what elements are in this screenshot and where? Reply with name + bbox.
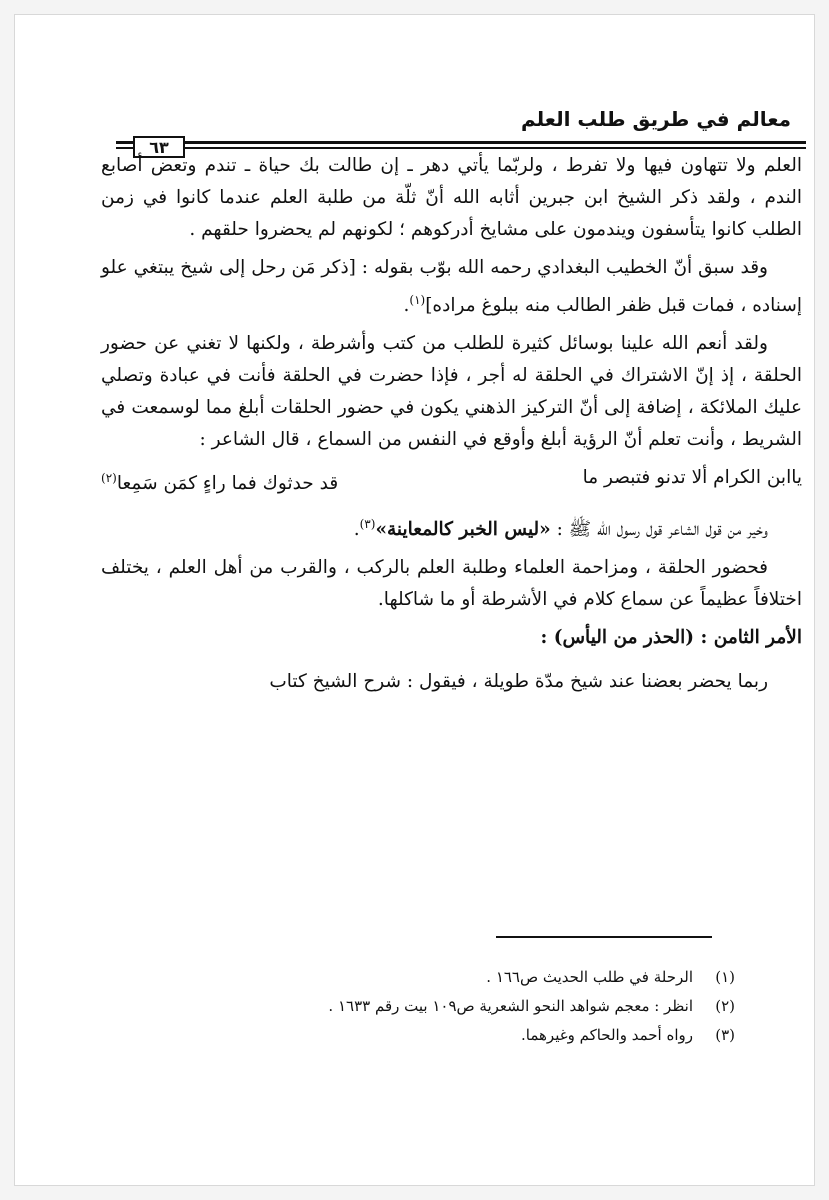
- footnote-marker-2: (٢): [101, 471, 117, 486]
- section-heading: [101, 622, 802, 654]
- footnotes: [235, 963, 735, 1050]
- verse-second-half: [101, 462, 338, 500]
- main-text: [101, 150, 802, 704]
- section-heading-suffix: :: [540, 627, 554, 649]
- paragraph-halaqa: فحضور الحلقة ، ومزاحمة العلماء وطلبة العلم بالركب ، والقرب من أهل العلم ، يختلف اختلافاً عظيماً عن سماع كلام في الأشرطة أو ما شاكلها.: [101, 557, 802, 611]
- footnote-3: [235, 1021, 735, 1050]
- poem-verse: [101, 462, 802, 500]
- footnote-2: [235, 992, 735, 1021]
- running-header-title: معالم في طريق طلب العلم: [520, 107, 791, 131]
- footnote-text: الرحلة في طلب الحديث ص١٦٦ .: [486, 968, 693, 986]
- footnote-text: انظر : معجم شواهد النحو الشعرية ص١٠٩ بيت رقم ١٦٣٣ .: [328, 997, 693, 1015]
- paragraph-1: العلم ولا تتهاون فيها ولا تفرط ، ولربّما يأتي دهر ـ إن طالت بك حياة ـ تندم وتعض أصابع الندم ، ولقد ذكر الشيخ ابن جبرين أثابه الله أنّ ثلّة من طلبة العلم عندما كانوا في زمن الطلب كانوا يتأسفون ويندمون على مشايخ أدركوهم ؛ لكونهم لم يحضروا حلقهم .: [101, 155, 802, 240]
- footnote-1: [235, 963, 735, 992]
- footnote-separator: [496, 936, 712, 938]
- hadith-quote: «ليس الخبر كالمعاينة»: [375, 519, 551, 541]
- page-number: ٦٣: [133, 136, 185, 158]
- section-heading-title: (الحذر من اليأس): [553, 627, 695, 649]
- footnote-number: (١): [715, 968, 735, 986]
- paragraph-2-text: وقد سبق أنّ الخطيب البغدادي رحمه الله بوّب بقوله : [ذكر مَن رحل إلى شيخ يبتغي علو إسناده ، فمات قبل ظفر الطالب منه ببلوغ مراده]: [101, 257, 802, 317]
- footnote-marker-3: (٣): [359, 517, 376, 532]
- section-heading-prefix: الأمر الثامن :: [694, 627, 802, 649]
- paragraph-3: ولقد أنعم الله علينا بوسائل كثيرة للطلب من كتب وأشرطة ، ولكنها لا تغني عن حضور الحلقة ، إذ إنّ الاشتراك في الحلقة له أجر ، فإذا حضرت في الحلقة فأنت في عبادة وتصلي عليك الملائكة ، إضافة إلى أنّ التركيز الذهني يكون في حضور الحلقات أبلغ مما لوسمعت في الشريط ، وأنت تعلم أنّ الرؤية أبلغ وأوقع في النفس من السماع ، قال الشاعر :: [101, 333, 802, 451]
- header-rule-left-thick: [116, 141, 133, 144]
- footnote-text: رواه أحمد والحاكم وغيرهما.: [521, 1026, 693, 1044]
- footnote-marker-1: (١): [409, 293, 426, 307]
- footnote-number: (٣): [715, 1026, 735, 1044]
- verse-second-half-text: قد حدثوك فما راءٍ كمَن سَمِعا: [116, 473, 339, 495]
- hadith-paragraph: وخير من قول الشاعر قول رسول الله ﷺ : «ليس الخبر كالمعاينة»$^{(٣)}$.: [353, 517, 768, 541]
- verse-first-half: ياابن الكرام ألا تدنو فتبصر ما: [582, 467, 802, 489]
- header-rule-thin: [185, 147, 806, 149]
- footnote-number: (٢): [715, 997, 735, 1015]
- header-rule-thick: [185, 141, 806, 144]
- last-paragraph: ربما يحضر بعضنا عند شيخ مدّة طويلة ، فيقول : شرح الشيخ كتاب: [269, 671, 768, 693]
- hadith-lead: وخير من قول الشاعر قول رسول الله ﷺ :: [550, 519, 768, 541]
- header-rule-left-thin: [116, 147, 133, 149]
- paragraph-2: وقد سبق أنّ الخطيب البغدادي رحمه الله بوّب بقوله : [ذكر مَن رحل إلى شيخ يبتغي علو إسناده ، فمات قبل ظفر الطالب منه ببلوغ مراده]$^{(١)}$.: [101, 257, 802, 317]
